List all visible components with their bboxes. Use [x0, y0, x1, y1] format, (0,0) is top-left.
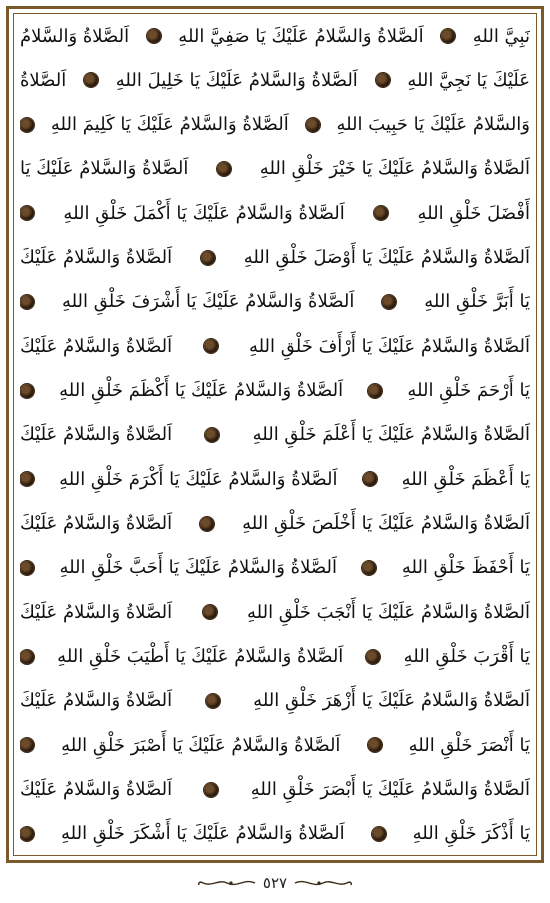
prayer-phrase: اَلصَّلاةُ وَالسَّلامُ عَلَيْكَ [20, 424, 173, 446]
rosette-separator-icon [363, 472, 377, 486]
rosette-separator-icon [372, 827, 386, 841]
prayer-phrase: اَلصَّلاةُ وَالسَّلامُ عَلَيْكَ يَا أَصْبَرَ خَلْقِ اللهِ [61, 734, 341, 756]
rosette-separator-icon [20, 118, 34, 132]
prayer-phrase: اَلصَّلاةُ وَالسَّلامُ عَلَيْكَ يَا كَلِيمَ اللهِ [50, 114, 289, 136]
text-line [20, 61, 530, 99]
text-line [20, 549, 530, 587]
footer-ornament-left-icon [197, 876, 257, 890]
prayer-phrase: اَلصَّلاةُ وَالسَّلامُ عَلَيْكَ [20, 601, 173, 623]
prayer-text-block [20, 17, 530, 853]
prayer-phrase: اَلصَّلاةُ وَالسَّلامُ عَلَيْكَ يَا أَنْجَبَ خَلْقِ اللهِ [246, 601, 530, 623]
rosette-separator-icon [20, 738, 34, 752]
rosette-separator-icon [368, 384, 382, 398]
rosette-separator-icon [20, 472, 34, 486]
text-line [20, 815, 530, 853]
prayer-phrase: اَلصَّلاةُ وَالسَّلامُ عَلَيْكَ يَا أَكْظَمَ خَلْقِ اللهِ [59, 380, 344, 402]
rosette-separator-icon [201, 251, 215, 265]
rosette-separator-icon [147, 29, 161, 43]
text-line [20, 638, 530, 676]
prayer-phrase: اَلصَّلاةُ وَالسَّلامُ عَلَيْكَ يَا أَكْمَلَ خَلْقِ اللهِ [63, 202, 345, 224]
text-line [20, 239, 530, 277]
rosette-separator-icon [376, 73, 390, 87]
rosette-separator-icon [20, 384, 34, 398]
prayer-phrase: عَلَيْكَ يَا نَجِيَّ اللهِ [407, 69, 530, 91]
prayer-phrase: نَبِيَّ اللهِ [472, 25, 530, 47]
text-line [20, 505, 530, 543]
text-line [20, 416, 530, 454]
rosette-separator-icon [362, 561, 376, 575]
prayer-phrase: اَلصَّلاةُ وَالسَّلامُ عَلَيْكَ يَا أَخْلَصَ خَلْقِ اللهِ [242, 513, 530, 535]
prayer-phrase: يَا أَرْحَمَ خَلْقِ اللهِ [407, 380, 530, 402]
rosette-separator-icon [20, 827, 34, 841]
prayer-phrase: اَلصَّلاةُ وَالسَّلامُ عَلَيْكَ [20, 779, 173, 801]
text-line [20, 194, 530, 232]
rosette-separator-icon [20, 206, 34, 220]
rosette-separator-icon [382, 295, 396, 309]
prayer-phrase: يَا أَبَرَّ خَلْقِ اللهِ [424, 291, 530, 313]
prayer-phrase: يَا أَقْرَبَ خَلْقِ اللهِ [403, 646, 530, 668]
rosette-separator-icon [374, 206, 388, 220]
prayer-phrase: اَلصَّلاةُ وَالسَّلامُ عَلَيْكَ يَا أَطْيَبَ خَلْقِ اللهِ [57, 646, 344, 668]
text-line [20, 283, 530, 321]
prayer-phrase: اَلصَّلاةُ وَالسَّلامُ عَلَيْكَ يَا أَكْرَمَ خَلْقِ اللهِ [59, 468, 338, 490]
footer-ornament-right-icon [293, 876, 353, 890]
text-line [20, 726, 530, 764]
prayer-phrase: يَا أَحْفَظَ خَلْقِ اللهِ [401, 557, 530, 579]
rosette-separator-icon [203, 605, 217, 619]
prayer-phrase: اَلصَّلاةُ وَالسَّلامُ عَلَيْكَ يَا [20, 158, 189, 180]
text-line [20, 460, 530, 498]
text-line [20, 593, 530, 631]
rosette-separator-icon [204, 339, 218, 353]
prayer-phrase: اَلصَّلاةُ وَالسَّلامُ عَلَيْكَ يَا أَشْرَفَ خَلْقِ اللهِ [61, 291, 355, 313]
rosette-separator-icon [84, 73, 98, 87]
prayer-phrase: اَلصَّلاةُ وَالسَّلامُ عَلَيْكَ [20, 335, 173, 357]
rosette-separator-icon [20, 650, 34, 664]
rosette-separator-icon [217, 162, 231, 176]
prayer-phrase: اَلصَّلاةُ وَالسَّلامُ عَلَيْكَ يَا أَرْأَفَ خَلْقِ اللهِ [248, 335, 530, 357]
rosette-separator-icon [441, 29, 455, 43]
prayer-phrase: وَالسَّلامُ عَلَيْكَ يَا حَبِيبَ اللهِ [336, 114, 530, 136]
prayer-phrase: اَلصَّلاةُ وَالسَّلامُ عَلَيْكَ [20, 690, 173, 712]
prayer-phrase: اَلصَّلاةُ وَالسَّلامُ عَلَيْكَ يَا خَلِيلَ اللهِ [115, 69, 358, 91]
prayer-phrase: اَلصَّلاةُ [20, 69, 67, 91]
rosette-separator-icon [204, 783, 218, 797]
rosette-separator-icon [206, 694, 220, 708]
text-line [20, 17, 530, 55]
text-line [20, 682, 530, 720]
prayer-phrase: اَلصَّلاةُ وَالسَّلامُ [20, 25, 130, 47]
prayer-phrase: يَا أَعْظَمَ خَلْقِ اللهِ [401, 468, 530, 490]
rosette-separator-icon [205, 428, 219, 442]
prayer-phrase: اَلصَّلاةُ وَالسَّلامُ عَلَيْكَ يَا أَعْلَمَ خَلْقِ اللهِ [252, 424, 530, 446]
text-line [20, 771, 530, 809]
prayer-phrase: اَلصَّلاةُ وَالسَّلامُ عَلَيْكَ يَا أَبْصَرَ خَلْقِ اللهِ [250, 779, 530, 801]
prayer-phrase: اَلصَّلاةُ وَالسَّلامُ عَلَيْكَ [20, 513, 173, 535]
page-footer [0, 868, 550, 898]
text-line [20, 150, 530, 188]
prayer-phrase: اَلصَّلاةُ وَالسَّلامُ عَلَيْكَ [20, 247, 173, 269]
text-line [20, 327, 530, 365]
prayer-phrase: اَلصَّلاةُ وَالسَّلامُ عَلَيْكَ يَا أَزْهَرَ خَلْقِ اللهِ [253, 690, 530, 712]
prayer-phrase: يَا أَنْصَرَ خَلْقِ اللهِ [408, 734, 530, 756]
text-line [20, 106, 530, 144]
prayer-phrase: اَلصَّلاةُ وَالسَّلامُ عَلَيْكَ يَا أَشْكَرَ خَلْقِ اللهِ [60, 823, 345, 845]
prayer-phrase: اَلصَّلاةُ وَالسَّلامُ عَلَيْكَ يَا صَفِيَّ اللهِ [178, 25, 424, 47]
prayer-phrase: يَا أَذْكَرَ خَلْقِ اللهِ [412, 823, 530, 845]
rosette-separator-icon [366, 650, 380, 664]
prayer-phrase: اَلصَّلاةُ وَالسَّلامُ عَلَيْكَ يَا أَوْصَلَ خَلْقِ اللهِ [243, 247, 530, 269]
text-line [20, 372, 530, 410]
rosette-separator-icon [306, 118, 320, 132]
rosette-separator-icon [20, 295, 34, 309]
prayer-phrase: اَلصَّلاةُ وَالسَّلامُ عَلَيْكَ يَا خَيْرَ خَلْقِ اللهِ [259, 158, 530, 180]
page-number: ٥٢٧ [262, 874, 288, 892]
rosette-separator-icon [368, 738, 382, 752]
prayer-phrase: اَلصَّلاةُ وَالسَّلامُ عَلَيْكَ يَا أَحَبَّ خَلْقِ اللهِ [59, 557, 337, 579]
rosette-separator-icon [20, 561, 34, 575]
prayer-phrase: أَفْضَلَ خَلْقِ اللهِ [417, 202, 530, 224]
rosette-separator-icon [200, 517, 214, 531]
